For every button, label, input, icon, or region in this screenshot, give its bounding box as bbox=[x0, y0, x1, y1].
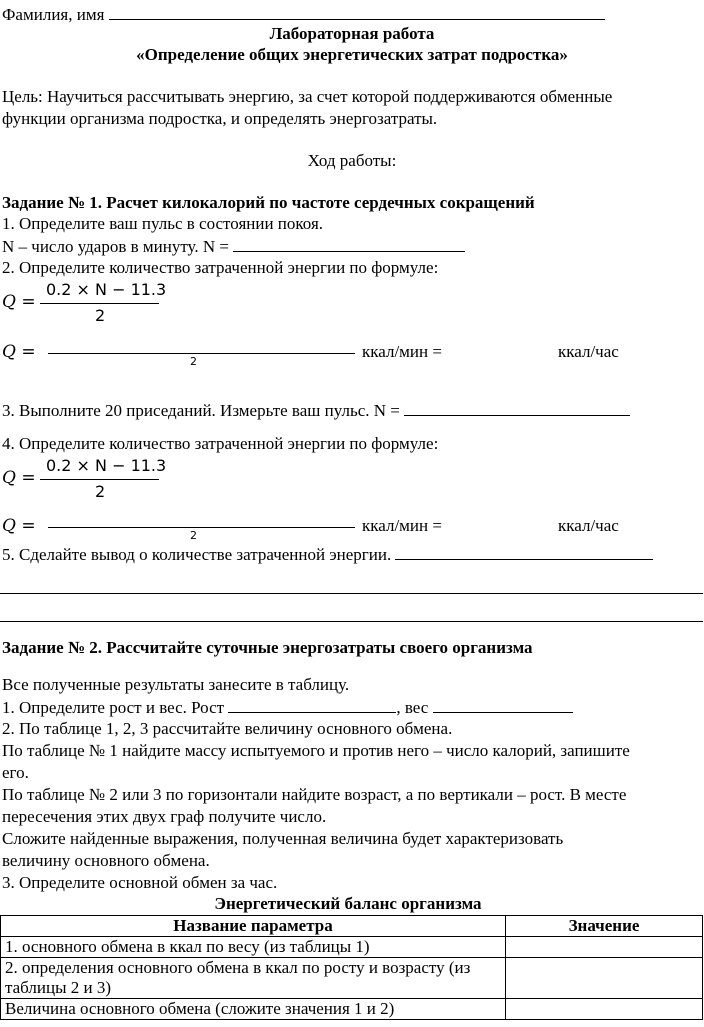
formula1-q: Q = bbox=[2, 292, 36, 312]
weight-blank[interactable] bbox=[433, 697, 573, 713]
table-row bbox=[1, 958, 703, 999]
formula1-numerator: 0.2 × N − 11.3 bbox=[46, 280, 167, 299]
q1-denominator: 2 bbox=[190, 355, 197, 368]
name-field bbox=[2, 4, 605, 25]
task1-step2: 2. Определите количество затраченной энергии по формуле: bbox=[2, 258, 439, 277]
row-value[interactable] bbox=[506, 937, 703, 958]
row-name: 2. определения основного обмена в ккал по росту и возрасту (из таблицы 2 и 3) bbox=[1, 958, 506, 999]
name-blank[interactable] bbox=[109, 4, 605, 20]
row-value[interactable] bbox=[506, 999, 703, 1020]
pulse-rest-blank[interactable] bbox=[233, 236, 465, 252]
height-blank[interactable] bbox=[228, 697, 396, 713]
table-caption: Энергетический баланс организма bbox=[214, 894, 482, 913]
task2-height-label: 1. Определите рост и вес. Рост bbox=[2, 698, 225, 717]
q2-blank[interactable] bbox=[48, 527, 355, 528]
task1-step1: 1. Определите ваш пульс в состоянии покоя. bbox=[2, 214, 324, 233]
q2-unit-min: ккал/мин = bbox=[362, 516, 442, 535]
pulse-after-blank[interactable] bbox=[404, 400, 630, 416]
q1-unit-min: ккал/мин = bbox=[362, 342, 442, 361]
goal-line-2: функции организма подростка, и определять энергозатраты. bbox=[2, 109, 438, 128]
doc-title: Лабораторная работа bbox=[269, 24, 435, 43]
row-name: Величина основного обмена (сложите значения 1 и 2) bbox=[1, 999, 506, 1020]
task2-p1: Все полученные результаты занесите в таблицу. bbox=[2, 675, 350, 694]
table-row bbox=[1, 937, 703, 958]
row-value[interactable] bbox=[506, 958, 703, 999]
formula2-q: Q = bbox=[2, 468, 36, 488]
task2-p4a: По таблице № 1 найдите массу испытуемого и против него – число калорий, запишите bbox=[2, 741, 630, 760]
goal-line-1: Цель: Научиться рассчитывать энергию, за счет которой поддерживаются обменные bbox=[2, 87, 613, 106]
energy-balance-table bbox=[0, 915, 703, 1020]
task1-step5: 5. Сделайте вывод о количестве затраченной энергии. bbox=[2, 545, 392, 564]
conclusion-blank-2[interactable] bbox=[0, 593, 703, 594]
conclusion-blank-1[interactable] bbox=[395, 544, 653, 560]
task2-p5a: По таблице № 2 или 3 по горизонтали найдите возраст, а по вертикали – рост. В месте bbox=[2, 785, 627, 804]
table-row bbox=[1, 999, 703, 1020]
formula2-numerator: 0.2 × N − 11.3 bbox=[46, 456, 167, 475]
formula1-denominator: 2 bbox=[95, 306, 106, 325]
q2-line bbox=[2, 516, 36, 536]
q1-unit-hour: ккал/час bbox=[558, 342, 619, 361]
doc-subtitle: «Определение общих энергетических затрат подростка» bbox=[136, 45, 568, 64]
task2-p5b: пересечения этих двух граф получите число. bbox=[2, 807, 327, 826]
task2-weight-label: , вес bbox=[396, 698, 429, 717]
task1-step3: 3. Выполните 20 приседаний. Измерьте ваш пульс. N = bbox=[2, 401, 400, 420]
col-value-header: Значение bbox=[506, 916, 703, 937]
task2-p3: 2. По таблице 1, 2, 3 рассчитайте величину основного обмена. bbox=[2, 719, 453, 738]
table-header-row bbox=[1, 916, 703, 937]
q1-line bbox=[2, 342, 36, 362]
col-name-header: Название параметра bbox=[1, 916, 506, 937]
conclusion-blank-3[interactable] bbox=[0, 621, 703, 622]
formula2-denominator: 2 bbox=[95, 482, 106, 501]
task1-step4: 4. Определите количество затраченной энергии по формуле: bbox=[2, 434, 439, 453]
q2-label: Q = bbox=[2, 516, 36, 536]
q1-label: Q = bbox=[2, 342, 36, 362]
formula2-bar bbox=[40, 479, 159, 480]
task2-p6a: Сложите найденные выражения, полученная величина будет характеризовать bbox=[2, 829, 564, 848]
row-name: 1. основного обмена в ккал по весу (из таблицы 1) bbox=[1, 937, 506, 958]
task2-p6b: величину основного обмена. bbox=[2, 851, 210, 870]
q2-denominator: 2 bbox=[190, 529, 197, 542]
q2-unit-hour: ккал/час bbox=[558, 516, 619, 535]
task2-p4b: его. bbox=[2, 763, 29, 782]
formula1-bar bbox=[40, 303, 159, 304]
name-label: Фамилия, имя bbox=[2, 5, 105, 24]
task1-n-def bbox=[2, 236, 465, 257]
task2-heading: Задание № 2. Рассчитайте суточные энергозатраты своего организма bbox=[2, 638, 533, 657]
task1-heading: Задание № 1. Расчет килокалорий по частоте сердечных сокращений bbox=[2, 193, 535, 212]
progress-heading: Ход работы: bbox=[307, 151, 397, 170]
task2-p7: 3. Определите основной обмен за час. bbox=[2, 873, 278, 892]
n-def-label: N – число ударов в минуту. N = bbox=[2, 237, 229, 256]
q1-blank[interactable] bbox=[48, 353, 355, 354]
